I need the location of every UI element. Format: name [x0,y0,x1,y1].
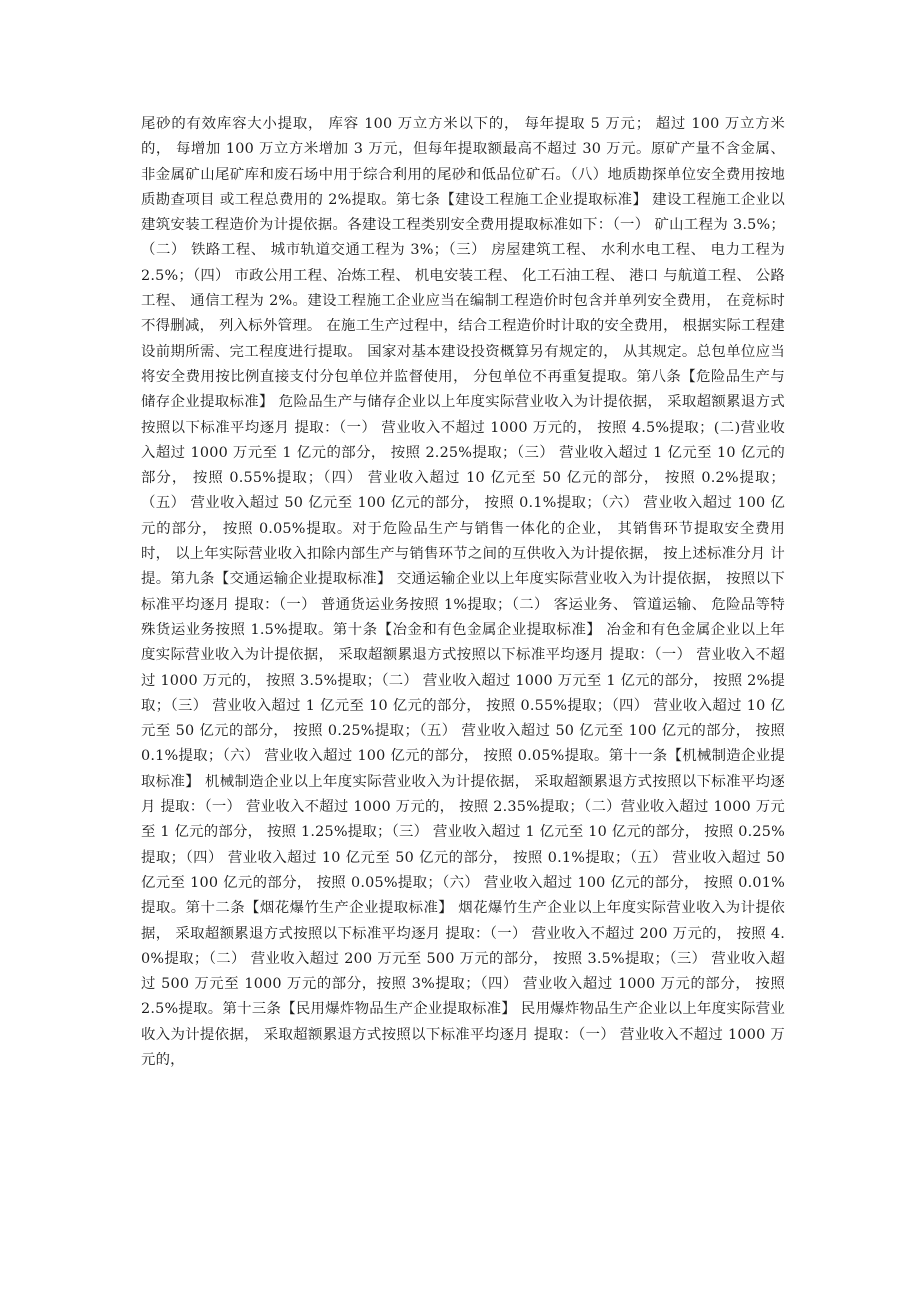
body-paragraph: 尾砂的有效库容大小提取， 库容 100 万立方米以下的， 每年提取 5 万元； 超过 100 万立方米的， 每增加 100 万立方米增加 3 万元，但每年提取额最高不超过 30 万元。原矿产量不含金属、 非金属矿山尾矿库和废石场中用于综合利用的尾砂和低品位矿石。（八）地质勘探单位安全费用按地质勘查项目 或工程总费用的 2%提取。第七条【建设工程施工企业提取标准】 建设工程施工企业以建筑安装工程造价为计提依据。各建设工程类别安全费用提取标准如下：（一） 矿山工程为 3.5%；（二） 铁路工程、 城市轨道交通工程为 3%；（三） 房屋建筑工程、 水利水电工程、 电力工程为 2.5%；（四） 市政公用工程、冶炼工程、 机电安装工程、 化工石油工程、 港口 与航道工程、 公路工程、 通信工程为 2%。建设工程施工企业应当在编制工程造价时包含并单列安全费用， 在竞标时不得删减， 列入标外管理。 在施工生产过程中，结合工程造价时计取的安全费用， 根据实际工程建设前期所需、完工程度进行提取。 国家对基本建设投资概算另有规定的， 从其规定。总包单位应当将安全费用按比例直接支付分包单位并监督使用， 分包单位不再重复提取。第八条【危险品生产与储存企业提取标准】 危险品生产与储存企业以上年度实际营业收入为计提依据， 采取超额累退方式按照以下标准平均逐月 提取：（一） 营业收入不超过 1000 万元的， 按照 4.5%提取；(二)营业收入超过 1000 万元至 1 亿元的部分， 按照 2.25%提取；（三） 营业收入超过 1 亿元至 10 亿元的部分， 按照 0.55%提取；（四） 营业收入超过 10 亿元至 50 亿元的部分， 按照 0.2%提取；（五） 营业收入超过 50 亿元至 100 亿元的部分， 按照 0.1%提取；（六） 营业收入超过 100 亿元的部分， 按照 0.05%提取。对于危险品生产与销售一体化的企业， 其销售环节提取安全费用时， 以上年实际营业收入扣除内部生产与销售环节之间的互供收入为计提依据， 按上述标准分月 计提。第九条【交通运输企业提取标准】 交通运输企业以上年度实际营业收入为计提依据， 按照以下标准平均逐月 提取：（一） 普通货运业务按照 1%提取；（二） 客运业务、 管道运输、 危险品等特殊货运业务按照 1.5%提取。第十条【冶金和有色金属企业提取标准】 冶金和有色金属企业以上年度实际营业收入为计提依据， 采取超额累退方式按照以下标准平均逐月 提取：（一） 营业收入不超过 1000 万元的， 按照 3.5%提取；（二） 营业收入超过 1000 万元至 1 亿元的部分， 按照 2%提取；（三） 营业收入超过 1 亿元至 10 亿元的部分， 按照 0.55%提取；（四） 营业收入超过 10 亿元至 50 亿元的部分， 按照 0.25%提取；（五） 营业收入超过 50 亿元至 100 亿元的部分， 按照 0.1%提取；（六） 营业收入超过 100 亿元的部分， 按照 0.05%提取。第十一条【机械制造企业提取标准】 机械制造企业以上年度实际营业收入为计提依据， 采取超额累退方式按照以下标准平均逐月 提取：（一） 营业收入不超过 1000 万元的， 按照 2.35%提取；（二）营业收入超过 1000 万元至 1 亿元的部分， 按照 1.25%提取；（三） 营业收入超过 1 亿元至 10 亿元的部分， 按照 0.25%提取；（四） 营业收入超过 10 亿元至 50 亿元的部分， 按照 0.1%提取；（五） 营业收入超过 50 亿元至 100 亿元的部分， 按照 0.05%提取；（六） 营业收入超过 100 亿元的部分， 按照 0.01%提取。第十二条【烟花爆竹生产企业提取标准】 烟花爆竹生产企业以上年度实际营业收入为计提依据， 采取超额累退方式按照以下标准平均逐月 提取：（一） 营业收入不超过 200 万元的， 按照 4.0%提取；（二） 营业收入超过 200 万元至 500 万元的部分， 按照 3.5%提取；（三） 营业收入超过 500 万元至 1000 万元的部分，按照 3%提取；（四） 营业收入超过 1000 万元的部分， 按照 2.5%提取。第十三条【民用爆炸物品生产企业提取标准】 民用爆炸物品生产企业以上年度实际营业收入为计提依据， 采取超额累退方式按照以下标准平均逐月 提取：（一） 营业收入不超过 1000 万元的， [141,116,785,1068]
